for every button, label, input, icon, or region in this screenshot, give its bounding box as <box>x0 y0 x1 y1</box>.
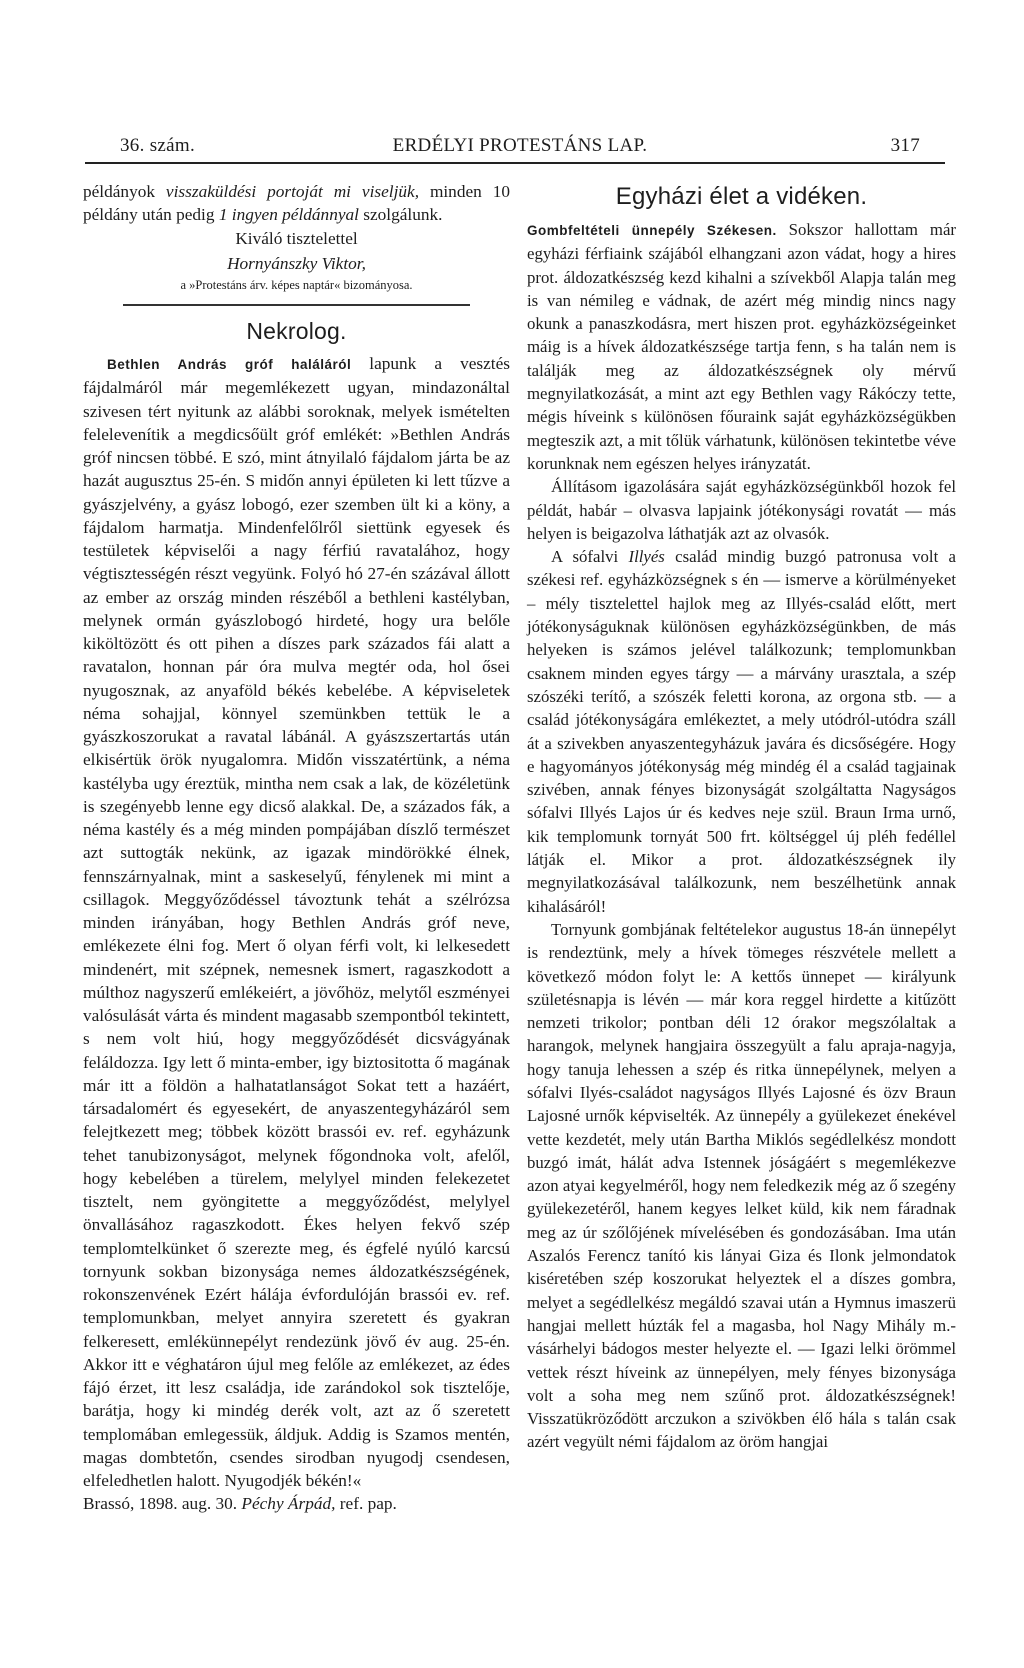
article-paragraph-1-body: Sokszor hallottam már egyházi férfiaink szájából elhangzani azon vádat, hogy a hires prot. áldozatkészség kezd kihalni a szívekből Alapja talán meg is van némileg e vádnak, de azért még mindig nincs nagy okunk a panaszkodásra, mert hiszen prot. egyházközségeinket máig is a hívek áldozatkészsége tartja fenn, s ha talán nem is találják meg az áldozatkészségnek oly mérvű megnyilatkozását, a mint azt egy Bethlen vagy Rákóczy tette, mégis híveink s különösen főuraink saját egyházközségükben megteszik azt, a mit tőlük várhatunk, különösen tekintetbe véve korunknak nem egészen helyes irányzatát. <box>527 220 956 473</box>
page-header <box>120 133 920 159</box>
issue-number: 36. szám. <box>120 135 195 156</box>
notice-signature-name: Hornyánszky Viktor, <box>227 253 366 273</box>
section-title-egyhazi-elet: Egyházi élet a vidéken. <box>615 183 868 210</box>
section-title-nekrolog: Nekrolog. <box>246 318 347 344</box>
notice-text-part: minden 10 példány után pedig <box>83 182 510 225</box>
journal-title: ERDÉLYI PROTESTÁNS LAP. <box>392 135 648 156</box>
page-number: 317 <box>890 135 920 156</box>
notice-italic-part: visszaküldési portoját mi viseljük, <box>165 182 420 201</box>
obituary-place-date: Brassó, 1898. aug. 30. <box>83 1494 242 1514</box>
notice-text-part: szolgálunk. <box>358 205 443 225</box>
obituary-text <box>83 352 510 1492</box>
left-column <box>83 180 510 1516</box>
header-rule <box>85 162 945 164</box>
article-paragraph-1 <box>527 218 956 475</box>
article-lead: Gombfeltételi ünnepély Székesen. <box>527 223 777 238</box>
notice-text-part: példányok <box>83 182 166 201</box>
paragraph-3-part: család mindig buzgó patronusa volt a székesi ref. egyházközségnek s én — ismerve a körülményeket – mély tisztelettel hajlok meg az Illyés-család előtt, mert jótékonyságuknak különösen egyházközségünkben, de más helyeken is számos jelével találkozunk; templomunkban csaknem minden egyes tárgy — a márvány urasztala, a szép szószéki terítő, a szószék feletti korona, az orgona stb. — a család jótékonyságára emlékeztet, a mely utódról-utódra száll át a szivekben anyaszentegyházuk javára és dicsőségére. Hogy e hagyományos jótékonyság még mindég él a család tagjainak szivében, annak fényes bizonyságát szolgáltatta Nagyságos sófalvi Illyés Lajos úr és kedves neje szül. Braun Irma urnő, kik templomunk tornyát 500 frt. költséggel új pléh fedéllel látják el. Mikor a prot. áldozatkészségnek ily megnyilatkozásával találkozunk, nem beszélhetünk annak kihalásáról! <box>527 547 956 916</box>
notice-closing: Kiváló tisztelettel <box>235 228 358 248</box>
article-paragraph-4: Tornyunk gombjának feltételekor augustus 18-án ünnepélyt is rendeztünk, mely a hívek tömeges részvétele mellett a következő módon folyt le: A kettős ünnepet — királyunk születésnapja is lévén — már kora reggel hirdette a kitűzött nemzeti trikolor; pontban déli 12 órakor megszólaltak a harangok, melynek hangjaira összegyült a falu apraja-nagyja, hogy tanuja lehessen a szép és ritka ünnepélynek, melyen a sófalvi Ilyés-családot nagyságos Illyés Lajosné és özv Braun Lajosné urnők képviselték. Az ünnepély a gyülekezet énekével vette kezdetét, mely után Bartha Miklós segédlelkész mondott buzgó imát, hálát adva Istennek jóságáért s megemlékezve azon atyai kegyelméről, hogy nem feledkezik még az ő szegény gyülekezetéről, hanem kegyes lelket küld, kik nem fáradnak meg az úr szőlőjének mívelésében és gondozásában. Ima után Aszalós Ferencz tanító kis lányai Giza és Ilonk jelmondatok kiséretében szép koszorukat helyeztek el a díszes gombra, melyet a segédlelkész megáldó szavai után a Hymnus imaszerü hangjai mellett húzták fel a magasba, hol Nagy Mihály m.-vásárhelyi bádogos mester helyezte el. — Igazi lelki örömmel vettek részt híveink az ünnepélyen, mely fényes bizonysága volt a soha meg nem szűnő prot. áldozatkészségnek! Visszatükröződött arczukon a szivökben élő hála s talán csak azért vegyült némi fájdalom az öröm hangjai <box>527 919 956 1452</box>
paragraph-3-italic: Illyés <box>628 547 665 567</box>
article-paragraph-2: Állításom igazolására saját egyházközségünkből hozok fel példát, habár – olvasva lapjaink jótékonysági rovatát — más helyen is beigazolva láthatják azt az olvasók. <box>527 477 956 543</box>
obituary-body: lapunk a vesztés fájdalmáról már megemlékezett ugyan, mindazonáltal szivesen tért nyitunk az alábbi soroknak, melyek ismételten felelevenítik a megdicsőült gróf emlékét: »Bethlen András gróf nincsen többé. E szó, mint átnyilaló fájdalom járta be az hazát augusztus 25-én. S midőn annyi épületen ki lett tűzve a gyászjelvény, a gyász lobogó, ezer szemben ült ki a köny, a fájdalom harmatja. Mindenfelőlről siettünk egyesek és testületek képviselői a nagy férfiú ravatalához, hogy végtisztességén részt vegyünk. Folyó hó 27-én százával állott az ember az ország minden részéből a bethleni kastélyban, melynek ormán gyászlobogó hirdeté, hogy ura belőle kiköltözött és ott pihen a díszes park százados fái alatt a ravatalon, honnan pár óra mulva megtér oda, hol ősei nyugosznak, az anyaföld békés kebelébe. A képviseletek néma sohajjal, könnyel szemünkben tettük le a gyászkoszorukat a ravatal lábánál. A gyászszertartás után elkisértük örök nyugalomra. Midőn visszatértünk, a néma kastélyba ugy éreztük, mintha nem csak a lak, de közéletünk is szegényebb lenne egy dicső alakkal. De, a százados fák, a néma kastély és a még minden pompájában díszlő természet azt suttogták nekünk, az igazak mindörökké élnek, fennszárnyalnak, mint a saskeselyű, fénylenek mi mint a csillagok. Meggyőződéssel távoztunk tehát a szélrózsa minden irányában, hogy Bethlen András gróf neve, emlékezete élni fog. Mert ő olyan férfi volt, ki lelkesedett mindenért, mit szépnek, nemesnek ismert, ragaszkodott a múlthoz nagyszerű emlékeiért, a jövőhöz, melytől eszményei valósulását várta és mindent magasabb szempontból tekintett, s nem volt hiú, hogy meggyőződését dicsvágyának feláldozza. Igy lett ő minta-ember, igy biztositotta ő magának már itt a földön a halhatatlanságot Sokat tett a hazáért, társadalomért és egyesekért, de anyaszentegyházáról sem felejtkezett meg; többek között brassói ev. ref. egyházunk tehet tanubizonyságot, melynek főgondnoka volt, afelől, hogy kebelében a türelem, melylyel minden felekezetet tisztelt, nem gyöngitette a meggyőződést, melylyel önvallásához ragaszkodott. Ékes helyen fekvő szép templomtelkünket ő szerezte meg, és égfelé nyúló karcsú tornyunk sokban bizonysága nemes áldozatkészségének, rokonszenvének Ezért hálája évfordulóján brassói ev. ref. templomunkban, melyet annyira szeretett és gyakran felkeresett, emlékünnepélyt rendezünk jövő év aug. 25-én. Akkor itt e véghatáron újul meg felőle az emlékezet, az édes fájó érzet, itt lesz családja, ide zarándokol sok tisztelője, barátja, hogy ki mindég derék volt, azt az ő szeretett templomában emlegessük, áldjuk. Addig is Szamos mentén, magas dombtetőn, csendes sirodban nyugodj csendesen, elfeledhetlen halott. Nyugodjék békén!« <box>83 354 510 1490</box>
notice-signature-role: a »Protestáns árv. képes naptár« bizományosa. <box>180 278 413 292</box>
obituary-author-role: ref. pap. <box>335 1494 397 1514</box>
notice-text <box>83 180 510 227</box>
article-paragraph-3 <box>527 545 956 918</box>
right-column <box>527 180 956 1454</box>
obituary-signature <box>83 1492 510 1515</box>
notice-italic-part: 1 ingyen példánnyal <box>218 205 359 225</box>
paragraph-3-part: A sófalvi <box>551 547 629 567</box>
obituary-lead: Bethlen András gróf haláláról <box>107 357 352 372</box>
obituary-author: Péchy Árpád, <box>241 1494 336 1514</box>
section-divider <box>123 304 470 306</box>
